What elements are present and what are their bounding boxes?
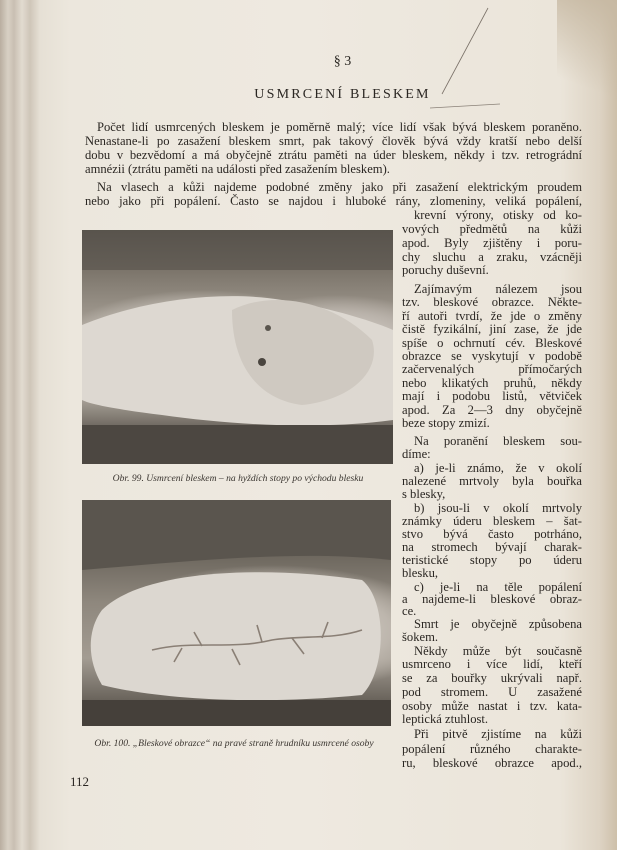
text-line: na stromech bývají charak- xyxy=(402,540,582,554)
text-line: Smrt je obyčejně způsobena xyxy=(414,617,582,631)
text-line: ce. xyxy=(402,604,417,618)
text-line: vových předmětů na kůži xyxy=(402,222,582,236)
text-line: Na vlasech a kůži najdeme podobné změny jako při zasažení elektrickým proudem xyxy=(97,180,582,194)
text-line: Při pitvě zjistíme na kůži xyxy=(414,727,582,741)
text-line: b) jsou-li v okolí mrtvoly xyxy=(414,501,582,515)
text-line: osoby může nastat i tzv. kata- xyxy=(402,699,582,713)
text-line: Zajímavým nálezem jsou xyxy=(414,282,582,296)
text-line: amnézii (ztrátu paměti na události před zasažením bleskem). xyxy=(85,162,390,176)
figure-100-photo xyxy=(82,500,391,726)
figure-100-caption: Obr. 100. „Bleskové obrazce“ na pravé straně hrudníku usmrcené osoby xyxy=(94,738,374,749)
text-line: tzv. bleskové obrazce. Někte- xyxy=(402,295,582,309)
chapter-title: USMRCENÍ BLESKEM xyxy=(254,87,431,102)
text-line: c) je-li na těle popálení xyxy=(414,580,582,594)
text-line: poruchy duševní. xyxy=(402,263,489,277)
text-line: se za bouřky ukrývali např. xyxy=(402,671,582,685)
text-line: spíše o ochrnutí cév. Bleskové xyxy=(402,336,582,350)
text-line: a) je-li známo, že v okolí xyxy=(414,461,582,475)
text-line: leptická ztuhlost. xyxy=(402,712,489,726)
figure-99-photo xyxy=(82,230,393,464)
text-line: obrazce se vyskytují v podobě xyxy=(402,349,582,363)
text-line: Počet lidí usmrcených bleskem je poměrně malý; více lidí však bývá bleskem poraněno. xyxy=(97,120,582,134)
text-line: a najdeme-li bleskové obraz- xyxy=(402,592,582,606)
text-line: ru, bleskové obrazce apod., xyxy=(402,756,582,770)
text-line: známky úderu bleskem – šat- xyxy=(402,514,582,528)
text-line: Nenastane-li po zasažení bleskem smrt, pak takový člověk bývá vždy kratší nebo delší xyxy=(85,134,582,148)
text-line: apod. Za 2—3 dny obyčejně xyxy=(402,403,582,417)
text-line: usmrceno i více lidí, kteří xyxy=(402,657,582,671)
text-line: začervenalých přímočarých xyxy=(402,362,582,376)
text-line: díme: xyxy=(402,447,431,461)
text-line: Na poranění bleskem sou- xyxy=(414,434,582,448)
text-line: pod stromem. U zasažené xyxy=(402,685,582,699)
text-line: s blesky, xyxy=(402,487,446,501)
text-line: dobu v bezvědomí a má obyčejně ztrátu paměti na úder bleskem, někdy i tzv. retrográdní xyxy=(85,148,582,162)
text-line: šokem. xyxy=(402,630,439,644)
figure-99-image xyxy=(82,230,393,464)
text-line: stvo bývá často potrháno, xyxy=(402,527,582,541)
text-line: blesku, xyxy=(402,566,439,580)
text-line: nalezené mrtvoly byla bouřka xyxy=(402,474,582,488)
page-number: 112 xyxy=(70,774,90,789)
text-line: ří autoři tvrdí, že jde o změny xyxy=(402,309,582,323)
text-line: apod. Byly zjištěny i poru- xyxy=(402,236,582,250)
section-number: § 3 xyxy=(333,54,352,69)
text-line: Někdy může být současně xyxy=(414,644,582,658)
text-line: nebo klikatých pruhů, někdy xyxy=(402,376,582,390)
figure-99-caption: Obr. 99. Usmrcení bleskem – na hyždích stopy po východu blesku xyxy=(112,473,364,484)
text-line: popálení různého charakte- xyxy=(402,742,582,756)
figure-100-image xyxy=(82,500,391,726)
text-line: krevní výrony, otisky od ko- xyxy=(414,208,582,222)
text-line: teristické stopy po úderu xyxy=(402,553,582,567)
text-line: čistě fyzikální, jiní zase, že jde xyxy=(402,322,582,336)
text-line: nebo jako při popálení. Často se najdou i hluboké rány, zlomeniny, veliká popálení, xyxy=(85,194,582,208)
text-line: chy sluchu a zraku, vzácněji xyxy=(402,250,582,264)
text-line: mají i podobu listů, větviček xyxy=(402,389,582,403)
text-line: beze stopy zmizí. xyxy=(402,416,490,430)
